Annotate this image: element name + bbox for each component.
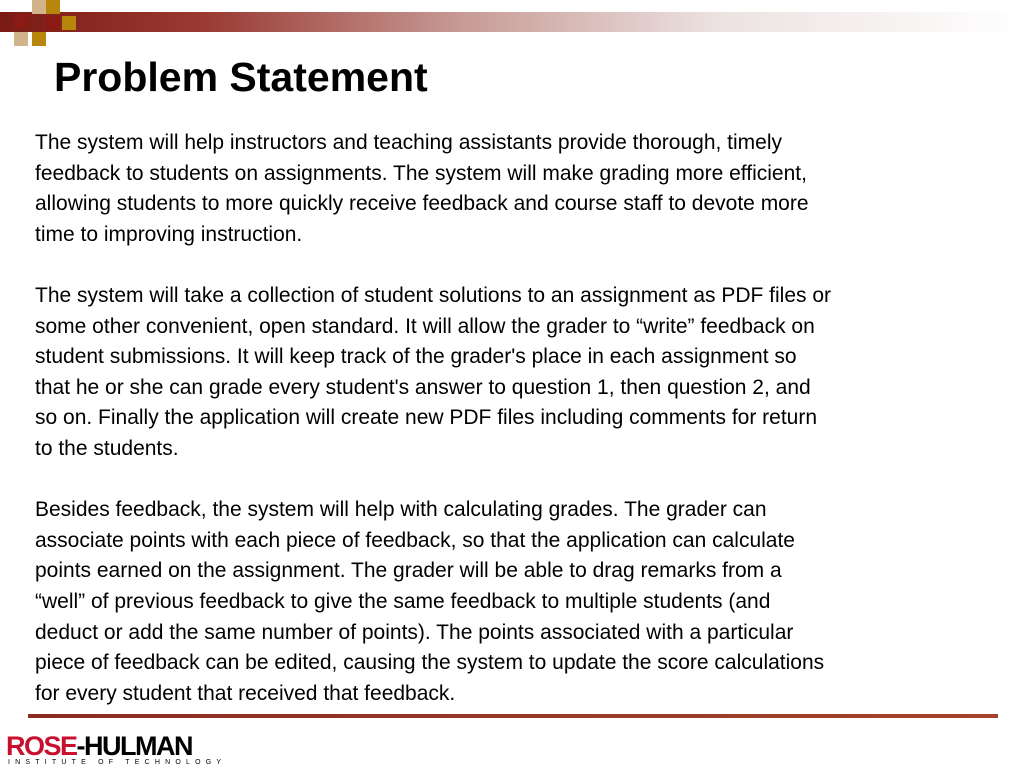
logo-rose-text: ROSE <box>6 731 77 761</box>
paragraph-3: Besides feedback, the system will help with calculating grades. The grader can associate points with each piece of feedback, so that the application can calculate points earned on the assignment. The grader will be able to drag remarks from a “well” of previous feedback to give the same feedback to multiple students (and deduct or add the same number of points). The points associated with a particular piece of feedback can be edited, causing the system to update the score calculations for every student that received that feedback. <box>35 498 825 705</box>
page-title: Problem Statement <box>54 54 428 100</box>
decor-square <box>14 32 28 46</box>
logo-subtitle: INSTITUTE OF TECHNOLOGY <box>8 759 227 766</box>
decor-square <box>62 16 76 30</box>
rose-hulman-logo <box>6 731 227 766</box>
decor-square <box>32 32 46 46</box>
paragraph-1: The system will help instructors and teaching assistants provide thorough, timely feedback to students on assignments. The system will make grading more efficient, allowing students to more quickly receive feedback and course staff to devote more time to improving instruction. <box>35 131 809 246</box>
bottom-divider <box>28 714 998 718</box>
top-gradient-bar <box>0 12 1024 32</box>
decor-square <box>14 14 28 28</box>
decor-square <box>46 16 60 30</box>
decor-square <box>32 0 46 14</box>
decor-square <box>46 0 60 14</box>
logo-wordmark <box>6 732 192 760</box>
paragraph-2: The system will take a collection of student solutions to an assignment as PDF files or some other convenient, open standard. It will allow the grader to “write” feedback on student submissions. It will keep track of the grader's place in each assignment so that he or she can grade every student's answer to question 1, then question 2, and so on. Finally the application will create new PDF files including comments for return to the students. <box>35 283 832 460</box>
logo-hulman-text: -HULMAN <box>76 731 193 761</box>
body-text <box>35 128 1010 709</box>
